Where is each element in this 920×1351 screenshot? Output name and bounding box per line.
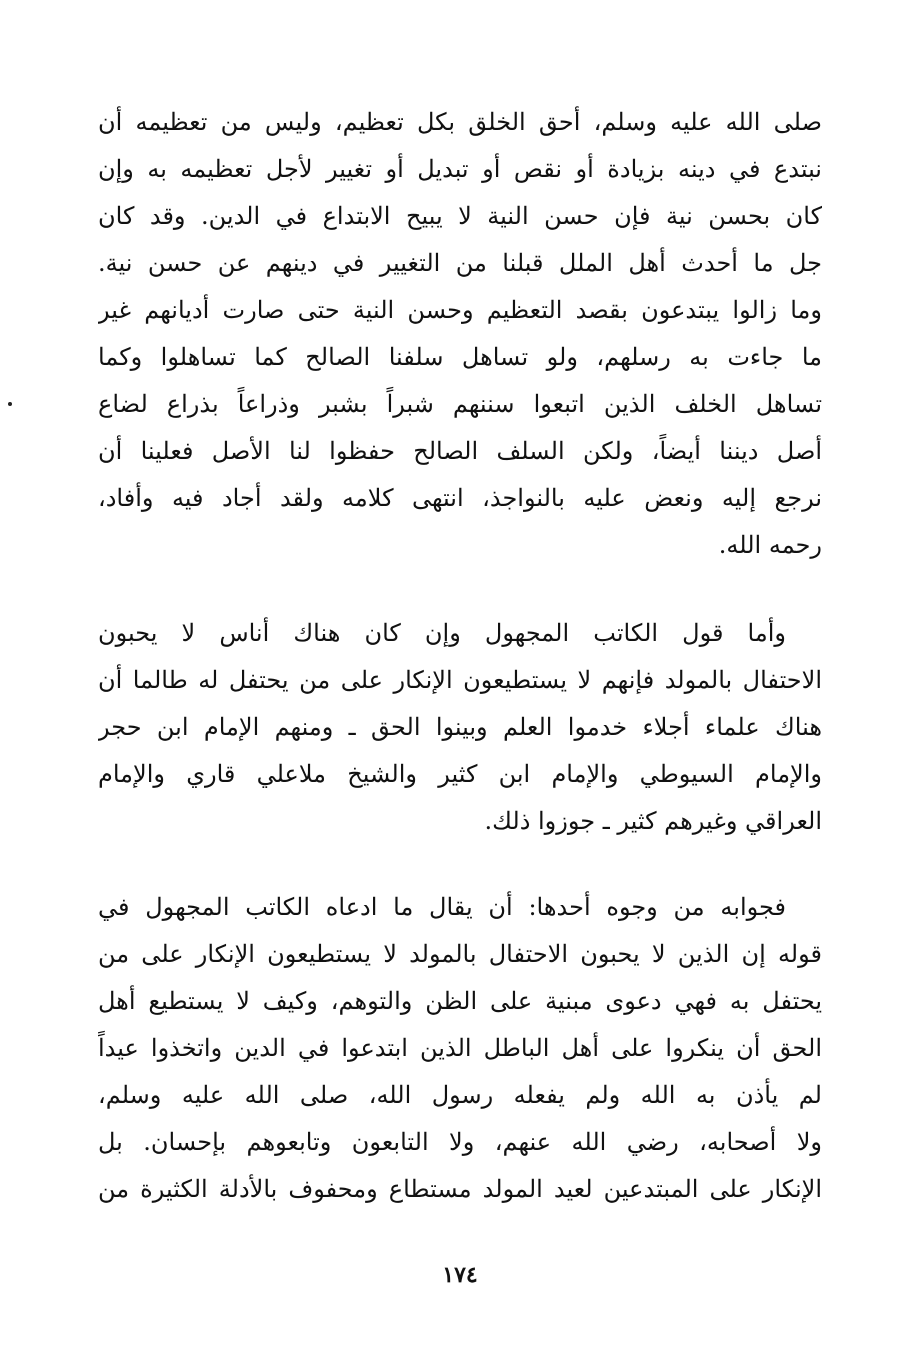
- paragraph-1: [98, 99, 822, 569]
- text-line: ما جاءت به رسلهم، ولو تساهل سلفنا الصالح كما تساهلوا وكما: [98, 343, 822, 371]
- text-line: جل ما أحدث أهل الملل قبلنا من التغيير في دينهم عن حسن نية.: [98, 249, 822, 277]
- text-line: فجوابه من وجوه أحدها: أن يقال ما ادعاه الكاتب المجهول في: [98, 893, 786, 921]
- text-line: يحتفل به فهي دعوى مبنية على الظن والتوهم، وكيف لا يستطيع أهل: [98, 987, 822, 1015]
- text-line: الاحتفال بالمولد فإنهم لا يستطيعون الإنكار على من يحتفل له طالما أن: [98, 666, 822, 694]
- text-line: هناك علماء أجلاء خدموا العلم وبينوا الحق ـ ومنهم الإمام ابن حجر: [98, 713, 822, 741]
- text-line: لم يأذن به الله ولم يفعله رسول الله، صلى الله عليه وسلم،: [98, 1081, 822, 1109]
- text-line: تساهل الخلف الذين اتبعوا سننهم شبراً بشبر وذراعاً بذراع لضاع: [98, 390, 822, 418]
- text-line: وأما قول الكاتب المجهول وإن كان هناك أناس لا يحبون: [98, 619, 786, 647]
- text-line: رحمه الله.: [718, 531, 822, 559]
- text-line: والإمام السيوطي والإمام ابن كثير والشيخ ملاعلي قاري والإمام: [98, 760, 822, 788]
- text-line: أصل ديننا أيضاً، ولكن السلف الصالح حفظوا لنا الأصل فعلينا أن: [98, 437, 822, 465]
- margin-mark: [8, 402, 12, 406]
- text-line: وما زالوا يبتدعون بقصد التعظيم وحسن النية حتى صارت أديانهم غير: [98, 296, 822, 324]
- text-line: قوله إن الذين لا يحبون الاحتفال بالمولد لا يستطيعون الإنكار على من: [98, 940, 822, 968]
- text-line: ولا أصحابه، رضي الله عنهم، ولا التابعون وتابعوهم بإحسان. بل: [98, 1128, 822, 1156]
- text-line: كان بحسن نية فإن حسن النية لا يبيح الابتداع في الدين. وقد كان: [98, 202, 822, 230]
- paragraph-2: [98, 610, 822, 845]
- text-line: العراقي وغيرهم كثير ـ جوزوا ذلك.: [484, 807, 822, 835]
- page-number: ١٧٤: [442, 1262, 478, 1288]
- text-line: صلى الله عليه وسلم، أحق الخلق بكل تعظيم، وليس من تعظيمه أن: [98, 108, 822, 136]
- paragraph-3: [98, 884, 822, 1213]
- text-line: نرجع إليه ونعض عليه بالنواجذ، انتهى كلامه ولقد أجاد فيه وأفاد،: [98, 484, 822, 512]
- text-line: الإنكار على المبتدعين لعيد المولد مستطاع ومحفوف بالأدلة الكثيرة من: [98, 1175, 822, 1203]
- text-line: نبتدع في دينه بزيادة أو نقص أو تبديل أو تغيير لأجل تعظيمه به وإن: [98, 155, 822, 183]
- text-line: الحق أن ينكروا على أهل الباطل الذين ابتدعوا في الدين واتخذوا عيداً: [98, 1034, 822, 1062]
